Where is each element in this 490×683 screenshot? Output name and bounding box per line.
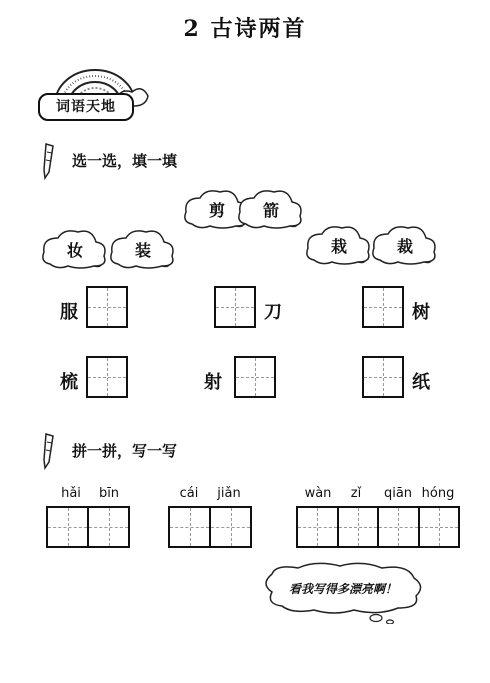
answer-box[interactable] [86,356,128,398]
section-heading-pinyin-write: 拼一拼，写一写 [72,442,178,460]
pinyin-label: wàn [304,486,332,501]
pinyin-label: hóng [421,486,455,501]
word-char-middle: 刀 [264,302,282,323]
page-title: 2 古诗两首 [183,16,307,42]
writing-cell[interactable] [339,508,380,546]
pinyin-label: bīn [98,486,120,501]
pinyin-label: zǐ [350,486,362,501]
pen-icon [40,142,58,180]
cloud-char-1: 剪 [208,201,225,220]
word-char-right: 树 [412,302,430,323]
cloud-char-3: 妆 [66,241,83,260]
section-heading-select-fill: 选一选，填一填 [72,152,178,170]
banner-label: 词语天地 [38,93,134,121]
bubble-text: 看我写得多漂亮啊！ [288,582,397,596]
writing-cell[interactable] [170,508,211,546]
cloud-char-4: 装 [134,241,151,260]
writing-cell[interactable] [48,508,89,546]
writing-grid[interactable] [296,506,460,548]
pinyin-label: jiǎn [217,486,241,501]
answer-box[interactable] [86,286,128,328]
answer-box[interactable] [214,286,256,328]
pinyin-label: qiān [383,486,413,501]
cloud-char-6: 裁 [396,237,413,256]
word-char-right: 纸 [412,372,430,393]
answer-box[interactable] [234,356,276,398]
word-char-middle: 射 [204,372,222,393]
pen-icon [40,432,58,470]
writing-cell[interactable] [89,508,128,546]
writing-cell[interactable] [298,508,339,546]
cloud-char-2: 箭 [262,201,279,220]
writing-grid[interactable] [46,506,130,548]
word-char-left: 服 [60,302,78,323]
writing-cell[interactable] [420,508,459,546]
pinyin-label: cái [179,486,199,501]
pinyin-label: hǎi [61,486,81,501]
writing-cell[interactable] [379,508,420,546]
word-char-left: 梳 [60,372,78,393]
answer-box[interactable] [362,286,404,328]
answer-box[interactable] [362,356,404,398]
cloud-char-5: 栽 [330,237,347,256]
writing-cell[interactable] [211,508,250,546]
writing-grid[interactable] [168,506,252,548]
